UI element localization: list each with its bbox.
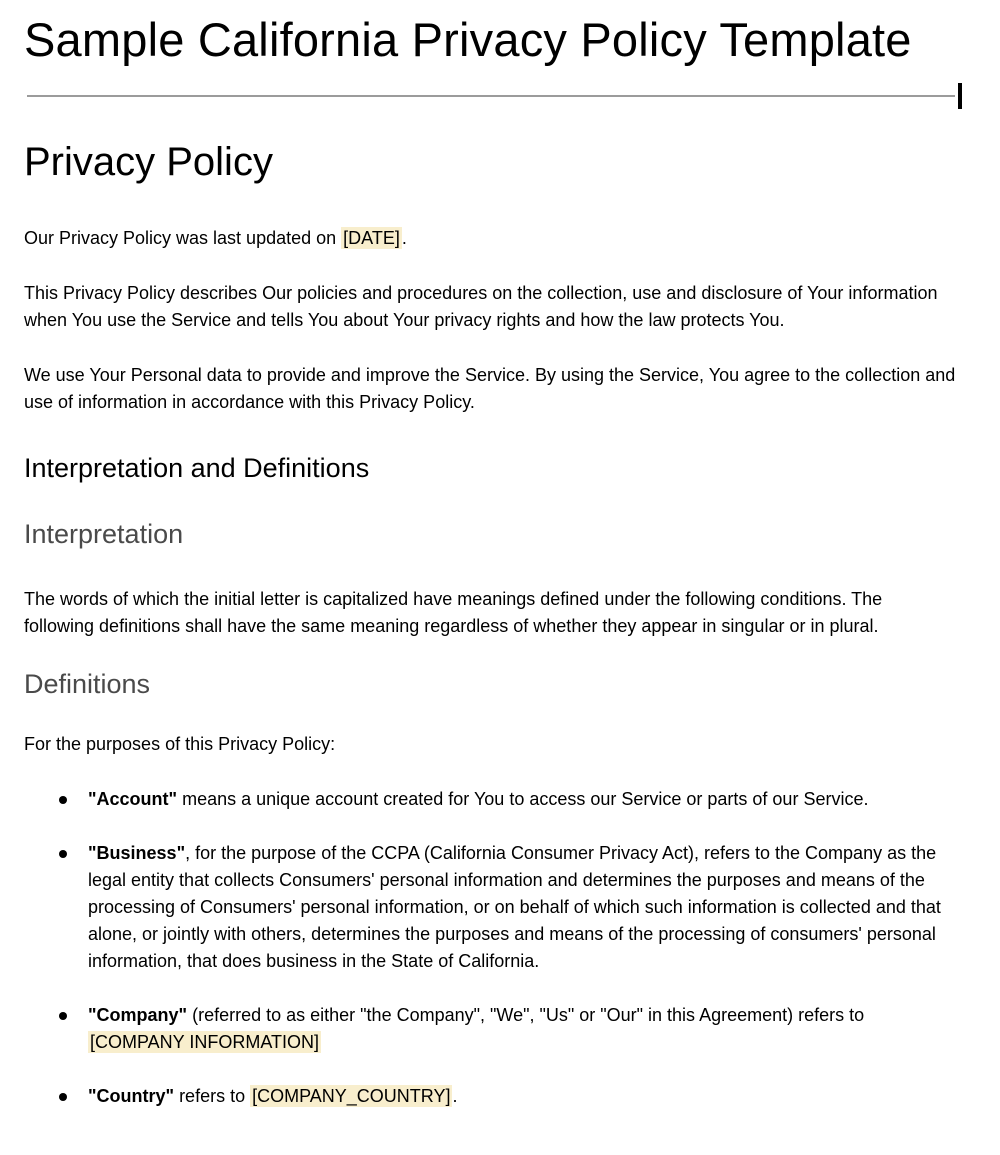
paragraph-purposes: For the purposes of this Privacy Policy: — [24, 733, 336, 754]
paragraph-use-data: We use Your Personal data to provide and improve the Service. By using the Service, You agree to the collection and use of information in accordance with this Privacy Policy. — [24, 364, 956, 412]
document-title: Sample California Privacy Policy Template — [24, 13, 912, 66]
definitions-heading: Definitions — [24, 669, 151, 700]
definition-item-business — [24, 840, 956, 975]
definition-item-company — [24, 1002, 956, 1056]
last-updated-suffix: . — [401, 227, 407, 248]
interpretation-and-definitions-heading: Interpretation and Definitions — [24, 452, 370, 483]
placeholder-company-country: [COMPANY_COUNTRY] — [252, 1085, 451, 1106]
text-caret — [958, 83, 962, 109]
definition-term: "Account" — [88, 788, 178, 809]
bullet-icon — [59, 850, 67, 858]
paragraph-words: The words of which the initial letter is capitalized have meanings defined under the following conditions. The following definitions shall have the same meaning regardless of whether they appear in singular or in plural. — [24, 589, 883, 637]
definition-term: "Country" — [88, 1085, 175, 1106]
definition-item-country — [24, 1083, 956, 1110]
bullet-icon — [59, 1093, 67, 1101]
definition-text: refers to — [174, 1085, 251, 1106]
definition-term: "Business" — [88, 842, 186, 863]
last-updated-prefix: Our Privacy Policy was last updated on — [24, 227, 342, 248]
interpretation-heading: Interpretation — [24, 519, 184, 550]
paragraph-last-updated — [24, 225, 956, 252]
definition-suffix: . — [452, 1085, 458, 1106]
definitions-list — [24, 786, 956, 1110]
definition-text: , for the purpose of the CCPA (California Consumer Privacy Act), refers to the Company as the legal entity that collects Consumers' personal information and determines the purposes and means of the processing of Consumers' personal information, or on behalf of which such information is collected and that alone, or jointly with others, determines the purposes and means of the processing of consumers' personal information, that does business in the State of California. — [88, 842, 941, 971]
definition-term: "Company" — [88, 1004, 188, 1025]
placeholder-date: [DATE] — [343, 227, 400, 248]
privacy-policy-heading: Privacy Policy — [24, 139, 273, 184]
placeholder-company-information: [COMPANY INFORMATION] — [90, 1031, 320, 1052]
horizontal-rule — [27, 95, 955, 97]
definition-text: (referred to as either "the Company", "We", "Us" or "Our" in this Agreement) refers to — [187, 1004, 865, 1025]
definition-text: means a unique account created for You to access our Service or parts of our Service. — [177, 788, 869, 809]
definition-item-account — [24, 786, 956, 813]
bullet-icon — [59, 796, 67, 804]
bullet-icon — [59, 1012, 67, 1020]
paragraph-describes: This Privacy Policy describes Our policies and procedures on the collection, use and disclosure of Your information when You use the Service and tells You about Your privacy rights and how the law protects You. — [24, 282, 938, 330]
